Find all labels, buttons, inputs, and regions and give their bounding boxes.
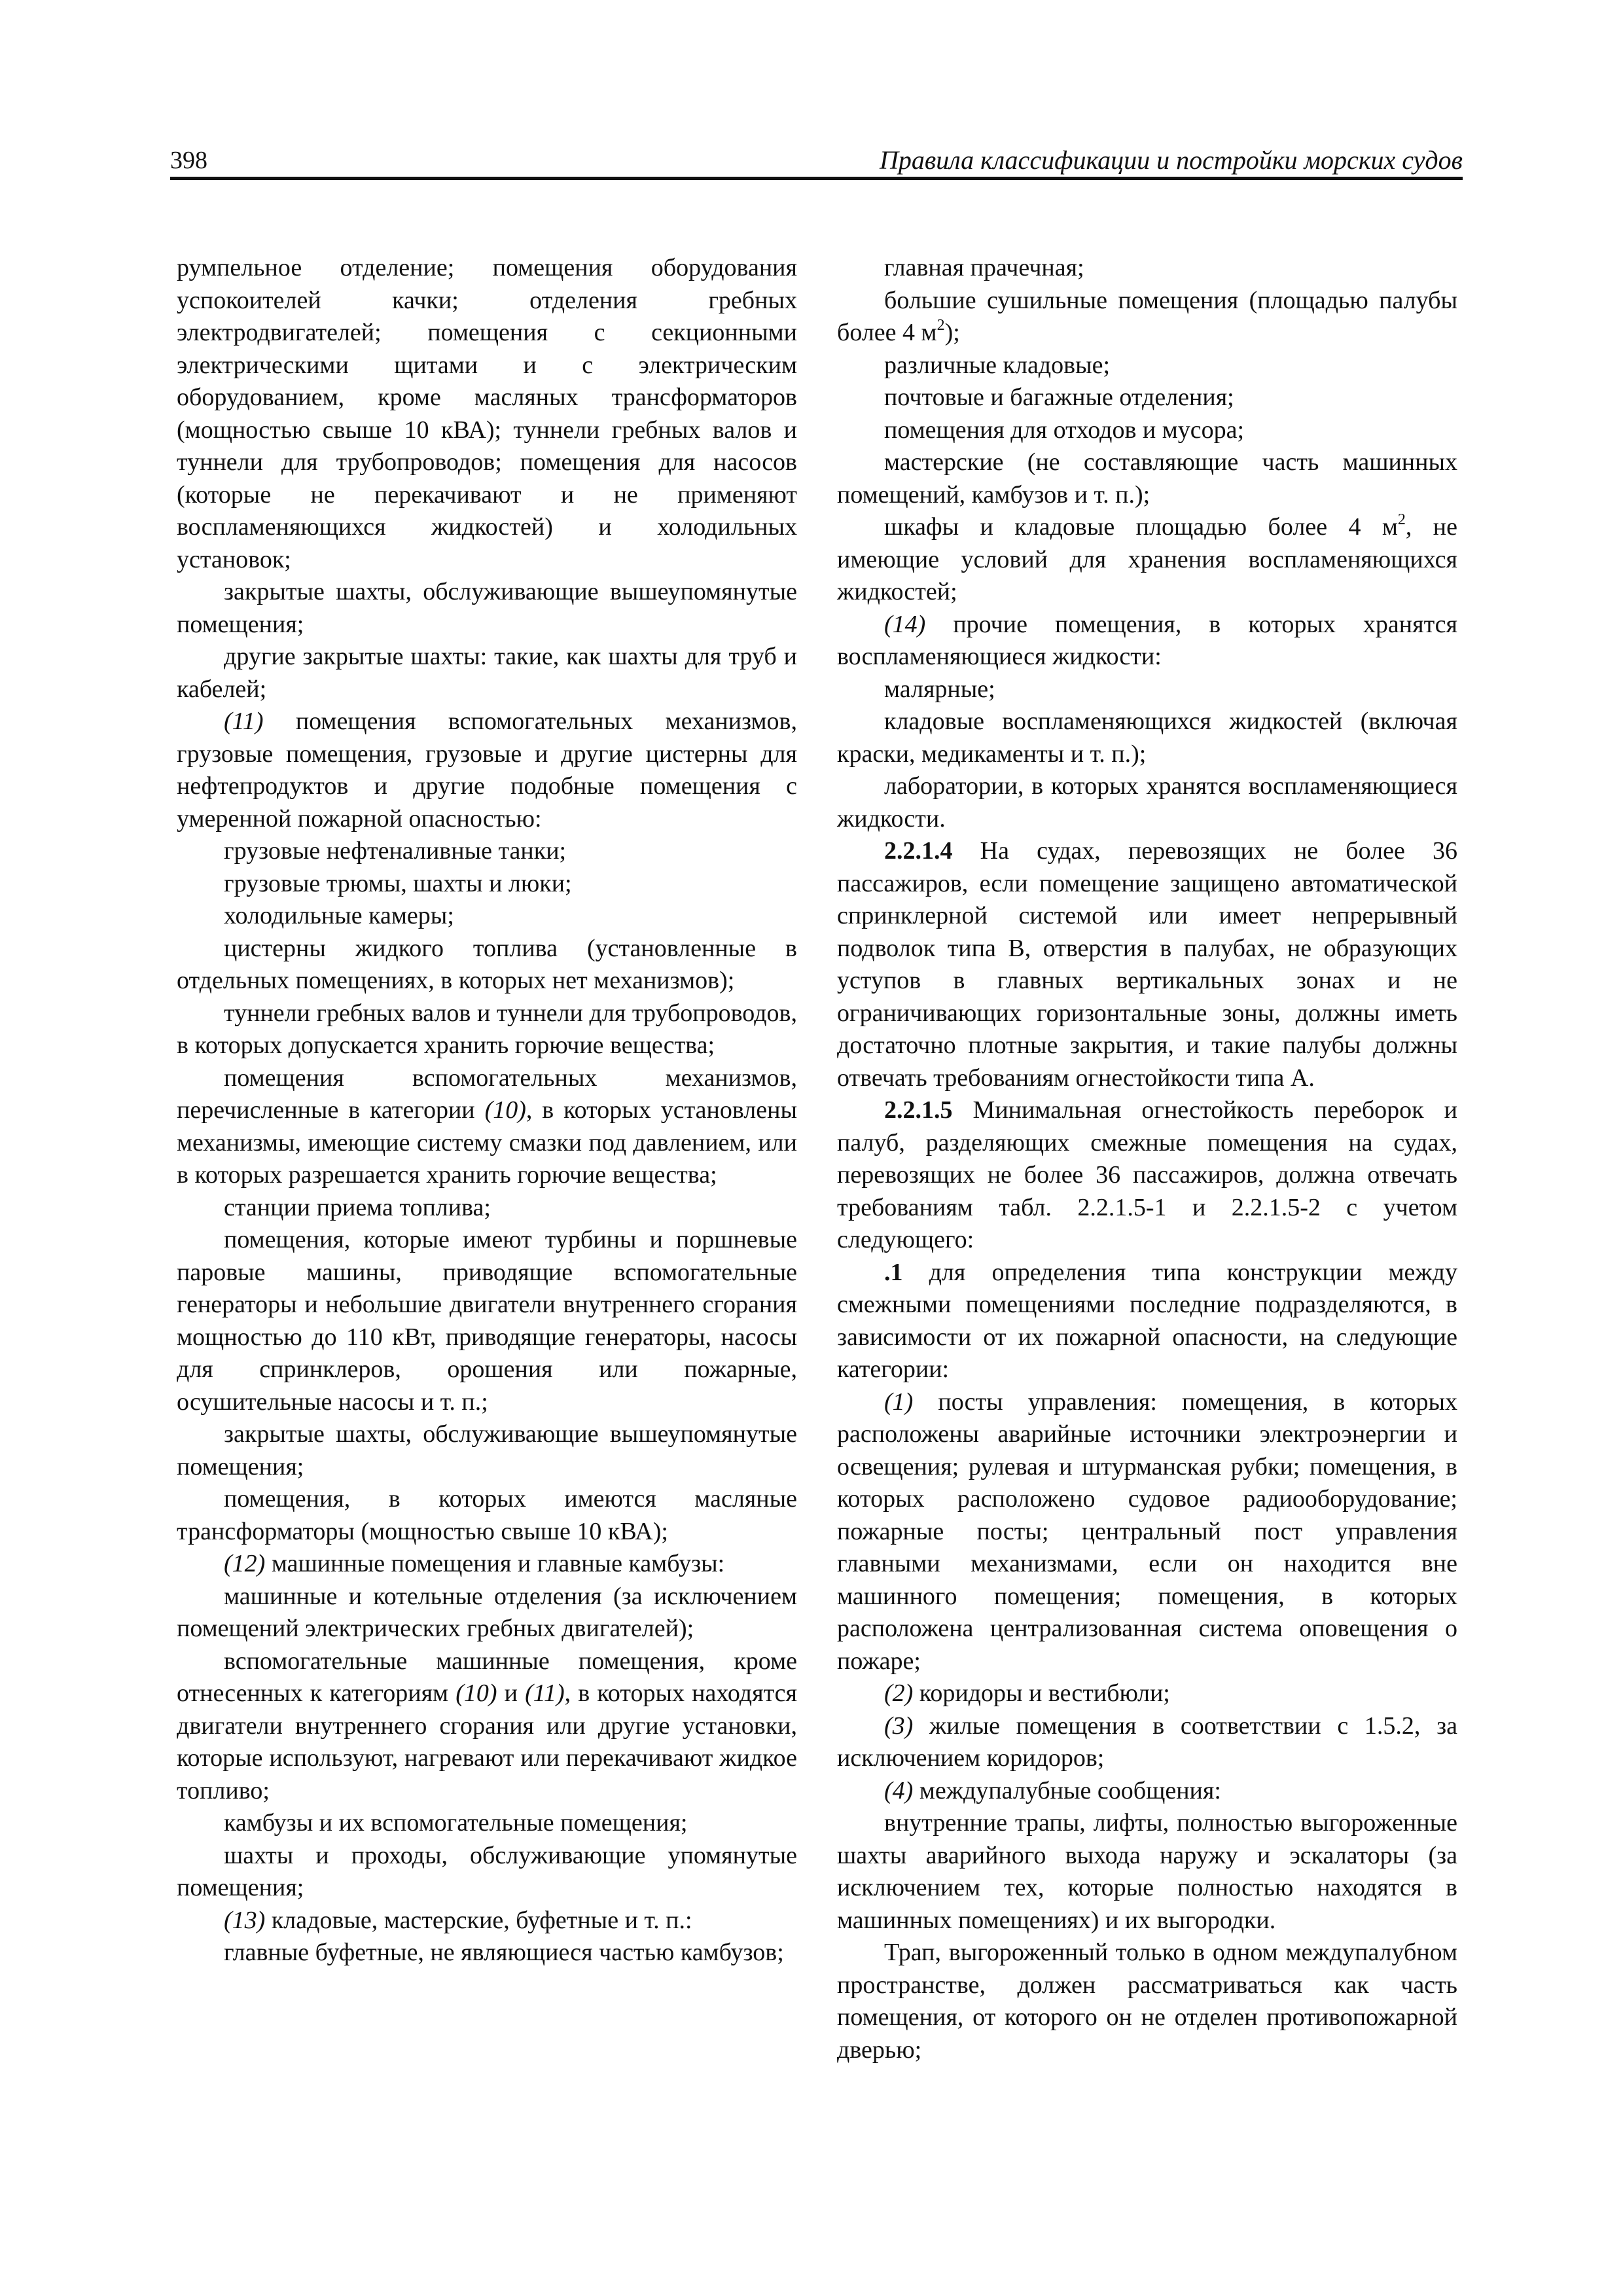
paragraph-text: вспомогательные машинные помещения, кроме отнесенных к категориям: [177, 1647, 797, 1707]
header-rule: [170, 177, 1463, 180]
list-item: станции приема топлива;: [224, 1193, 491, 1221]
paragraph-text: посты управления: помещения, в которых расположены аварийные источники электроэнергии и освещения; рулевая и штурманская рубки; помещения, в которых расположено судовое радиооборудование; пожарные посты; центральный пост управления главными механизмами, если он находится вне машинного помещения; помещения, в которых расположена централизованная система оповещения о пожаре;: [837, 1388, 1457, 1675]
list-item: почтовые и багажные отделения;: [884, 384, 1234, 411]
category-ref: (10): [455, 1679, 497, 1707]
paragraph-text: жилые помещения в соответствии с 1.5.2, за исключением коридоров;: [837, 1712, 1457, 1772]
list-item: мастерские (не составляющие часть машинных помещений, камбузов и т. п.);: [837, 448, 1457, 509]
section-paragraph: [837, 1257, 1457, 1386]
page-number: 398: [170, 147, 207, 174]
paragraph: другие закрытые шахты: такие, как шахты для труб и кабелей;: [177, 643, 797, 703]
list-item: шахты и проходы, обслуживающие упомянутые помещения;: [177, 1841, 797, 1901]
paragraph: [837, 1386, 1457, 1678]
paragraph: [837, 1775, 1457, 1808]
section-paragraph: [837, 1094, 1457, 1257]
category-label: (1): [884, 1388, 914, 1416]
paragraph: [837, 609, 1457, 673]
superscript: 2: [936, 317, 945, 334]
category-label: (4): [884, 1776, 914, 1804]
section-number: 2.2.1.5: [884, 1096, 953, 1124]
list-item: внутренние трапы, лифты, полностью выгороженные шахты аварийного выхода наружу и эскалаторы (за исключением тех, которые полностью находятся в машинных помещениях) и их выгородки.: [837, 1809, 1457, 1934]
category-ref: (11): [525, 1679, 565, 1707]
paragraph: [177, 706, 797, 835]
list-item: главные буфетные, не являющиеся частью камбузов;: [224, 1939, 784, 1966]
paragraph-text: , не имеющие условий для хранения воспламеняющихся жидкостей;: [837, 513, 1458, 605]
paragraph-text: прочие помещения, в которых хранятся воспламеняющиеся жидкости:: [837, 610, 1457, 670]
list-item: помещения для отходов и мусора;: [884, 416, 1245, 444]
paragraph-text: большие сушильные помещения (площадью палубы более 4 м: [837, 286, 1457, 346]
paragraph-text: помещения вспомогательных механизмов, перечисленные в категории: [177, 1064, 797, 1124]
paragraph-text: и: [497, 1679, 526, 1707]
paragraph: Трап, выгороженный только в одном междупалубном пространстве, должен рассматриваться как часть помещения, от которого он не отделен противопожарной дверью;: [837, 1939, 1457, 2064]
page-header: [170, 137, 1463, 178]
list-item: туннели гребных валов и туннели для трубопроводов, в которых допускается хранить горючие вещества;: [177, 999, 797, 1059]
paragraph-text: , в которых находятся двигатели внутреннего сгорания или другие установки, которые используют, нагревают или перекачивают жидкое топливо;: [177, 1679, 798, 1804]
category-label: (12): [224, 1550, 266, 1577]
category-ref: (10): [484, 1096, 526, 1124]
category-label: (2): [884, 1679, 914, 1707]
item-number: .1: [884, 1258, 903, 1286]
category-label: (14): [884, 610, 926, 638]
paragraph-text: кладовые, мастерские, буфетные и т. п.:: [265, 1906, 692, 1934]
list-item: главная прачечная;: [884, 254, 1084, 281]
list-item: холодильные камеры;: [224, 902, 454, 929]
paragraph: [837, 1710, 1457, 1775]
running-title: Правила классификации и постройки морских судов: [879, 145, 1463, 175]
list-item: закрытые шахты, обслуживающие вышеупомянутые помещения;: [177, 1420, 797, 1480]
list-item: [177, 1062, 797, 1192]
paragraph: [177, 1905, 797, 1937]
paragraph-text: коридоры и вестибюли;: [913, 1679, 1170, 1707]
list-item: [837, 285, 1457, 350]
list-item: различные кладовые;: [884, 351, 1111, 379]
category-label: (3): [884, 1712, 914, 1740]
paragraph: [177, 1548, 797, 1581]
superscript: 2: [1397, 511, 1406, 529]
list-item: грузовые нефтеналивные танки;: [224, 837, 567, 865]
section-paragraph: [837, 835, 1457, 1094]
list-item: цистерны жидкого топлива (установленные в отдельных помещениях, в которых нет механизмов);: [177, 934, 797, 994]
list-item: грузовые трюмы, шахты и люки;: [224, 869, 572, 897]
list-item: камбузы и их вспомогательные помещения;: [224, 1809, 688, 1837]
paragraph-text: шкафы и кладовые площадью более 4 м: [884, 513, 1398, 541]
paragraph-text: междупалубные сообщения:: [913, 1776, 1221, 1804]
paragraph-text: помещения вспомогательных механизмов, грузовые помещения, грузовые и другие цистерны для нефтепродуктов и другие подобные помещения с умеренной пожарной опасностью:: [177, 708, 797, 833]
list-item: [837, 511, 1457, 609]
list-item: малярные;: [884, 675, 995, 703]
paragraph-text: , в которых установлены механизмы, имеющие систему смазки под давлением, или в которых разрешается хранить горючие вещества;: [177, 1096, 797, 1189]
left-column: [177, 252, 797, 1969]
paragraph-text: Минимальная огнестойкость переборок и палуб, разделяющих смежные помещения на судах, перевозящих не более 36 пассажиров, должна отвечать требованиям табл. 2.2.1.5-1 и 2.2.1.5-2 с учетом следующего:: [837, 1096, 1457, 1253]
section-number: 2.2.1.4: [884, 837, 953, 865]
list-item: машинные и котельные отделения (за исключением помещений электрических гребных двигателей);: [177, 1582, 797, 1642]
paragraph-text: машинные помещения и главные камбузы:: [265, 1550, 725, 1577]
category-label: (13): [224, 1906, 266, 1934]
list-item: кладовые воспламеняющихся жидкостей (включая краски, медикаменты и т. п.);: [837, 708, 1457, 768]
right-column: [837, 252, 1457, 2066]
paragraph: закрытые шахты, обслуживающие вышеупомянутые помещения;: [177, 578, 797, 638]
paragraph: румпельное отделение; помещения оборудования успокоителей качки; отделения гребных электродвигателей; помещения с секционными электрическими щитами и с электрическим оборудованием, кроме масляных трансформаторов (мощностью свыше 10 кВА); туннели гребных валов и туннели для трубопроводов; помещения для насосов (которые не перекачивают и не применяют воспламеняющихся жидкостей) и холодильных установок;: [177, 254, 797, 573]
list-item: помещения, в которых имеются масляные трансформаторы (мощностью свыше 10 кВА);: [177, 1485, 797, 1545]
paragraph-text: );: [944, 319, 960, 346]
paragraph-text: для определения типа конструкции между смежными помещениями последние подразделяются, в зависимости от их пожарной опасности, на следующие категории:: [837, 1258, 1457, 1383]
list-item: [177, 1645, 797, 1808]
paragraph: [837, 1677, 1457, 1710]
category-label: (11): [224, 708, 264, 735]
list-item: лаборатории, в которых хранятся воспламеняющиеся жидкости.: [837, 772, 1457, 833]
list-item: помещения, которые имеют турбины и поршневые паровые машины, приводящие вспомогательные генераторы и небольшие двигатели внутреннего сгорания мощностью до 110 кВт, приводящие генераторы, насосы для спринклеров, орошения или пожарные, осушительные насосы и т. п.;: [177, 1226, 797, 1416]
paragraph-text: На судах, перевозящих не более 36 пассажиров, если помещение защищено автоматической спринклерной системой или имеет непрерывный подволок типа В, отверстия в палубах, не образующих уступов в главных вертикальных зонах и не ограничивающих горизонтальные зоны, должны иметь достаточно плотные закрытия, и такие палубы должны отвечать требованиям огнестойкости типа А.: [837, 837, 1457, 1092]
